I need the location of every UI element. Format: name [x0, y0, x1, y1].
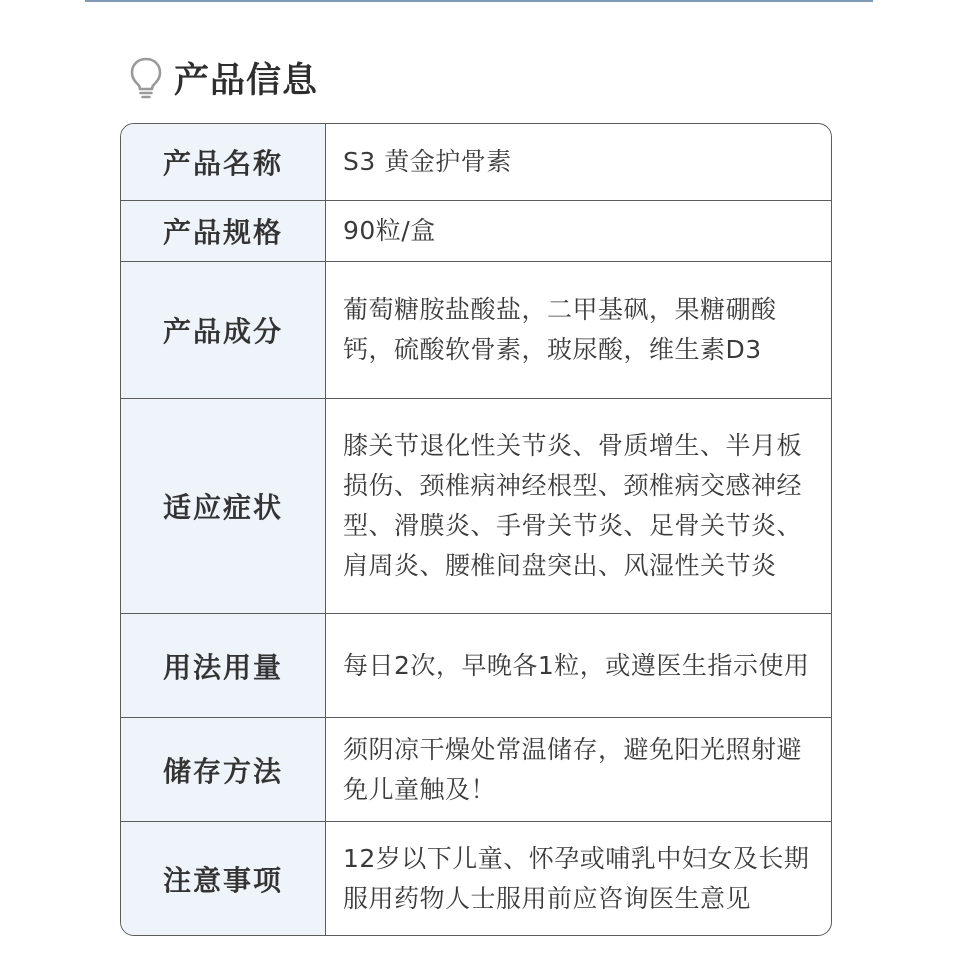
lightbulb-icon	[128, 56, 164, 100]
row-label: 产品名称	[121, 124, 326, 200]
row-value	[326, 614, 831, 717]
row-value-text: 12岁以下儿童、怀孕或哺乳中妇女及长期服用药物人士服用前应咨询医生意见	[343, 843, 810, 913]
row-label: 产品成分	[121, 262, 326, 398]
row-label: 储存方法	[121, 718, 326, 821]
row-value-text: 每日2次，早晚各1粒，或遵医生指示使用	[343, 650, 810, 680]
table-row-ingredients	[121, 261, 831, 398]
table-row-product-name	[121, 124, 831, 200]
row-value	[326, 262, 831, 398]
row-value	[326, 201, 831, 261]
row-value	[326, 399, 831, 613]
row-value-text: 膝关节退化性关节炎、骨质增生、半月板损伤、颈椎病神经根型、颈椎病交感神经型、滑膜炎、手骨关节炎、足骨关节炎、肩周炎、腰椎间盘突出、风湿性关节炎	[343, 431, 803, 580]
row-label: 适应症状	[121, 399, 326, 613]
table-row-dosage	[121, 613, 831, 717]
row-value-text: 90粒/盒	[343, 216, 436, 245]
table-row-storage	[121, 717, 831, 821]
row-value-text: S3 黄金护骨素	[343, 147, 512, 176]
row-value	[326, 124, 831, 200]
row-label: 注意事项	[121, 822, 326, 935]
row-value	[326, 718, 831, 821]
table-row-indications	[121, 398, 831, 613]
section-title: 产品信息	[174, 61, 319, 101]
product-info-table	[120, 123, 832, 936]
row-label: 产品规格	[121, 201, 326, 261]
row-value	[326, 822, 831, 935]
row-label: 用法用量	[121, 614, 326, 717]
row-value-text: 须阴凉干燥处常温储存，避免阳光照射避免儿童触及！	[343, 734, 803, 804]
section-heading	[128, 52, 318, 104]
table-row-product-spec	[121, 200, 831, 261]
row-value-text: 葡萄糖胺盐酸盐，二甲基砜，果糖硼酸钙，硫酸软骨素，玻尿酸，维生素D3	[343, 295, 777, 364]
top-divider	[85, 0, 873, 2]
table-row-precautions	[121, 821, 831, 935]
